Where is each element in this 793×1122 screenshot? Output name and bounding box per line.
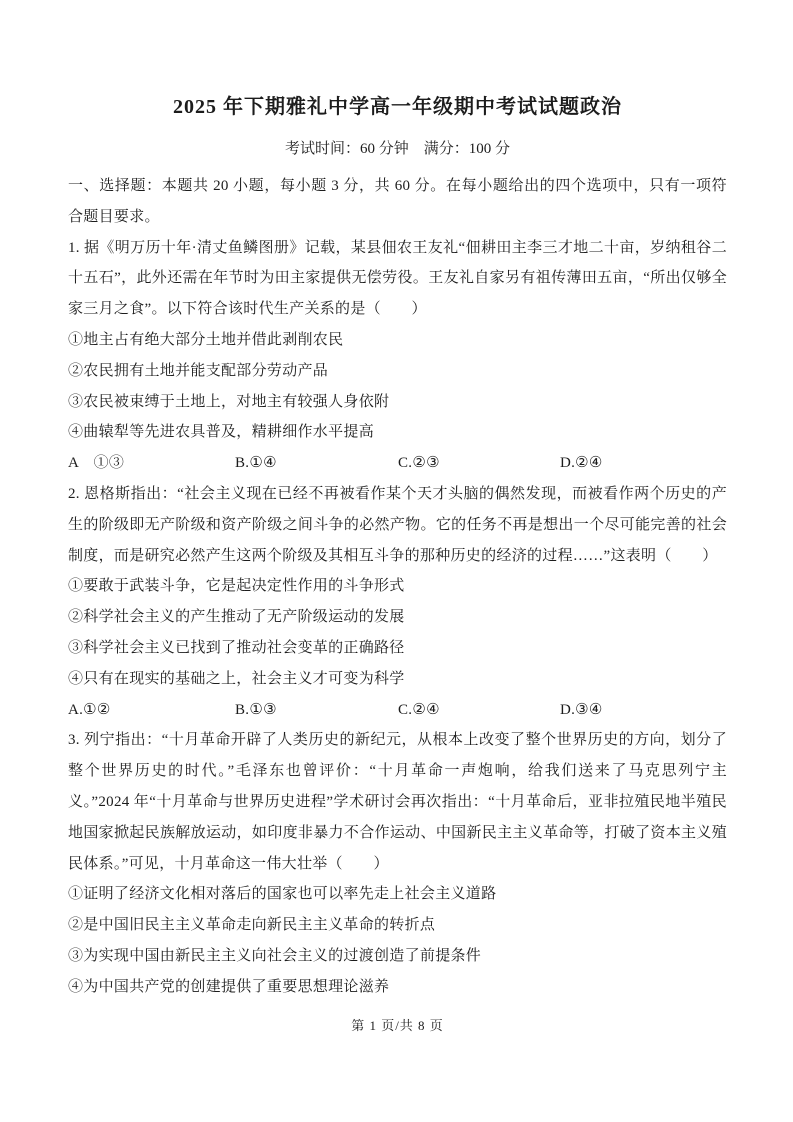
question-3-option-1: ①证明了经济文化相对落后的国家也可以率先走上社会主义道路 [68,886,497,903]
question-2-option-1: ①要敢于武装斗争，它是起决定性作用的斗争形式 [68,578,405,595]
question-1-option-3: ③农民被束缚于土地上，对地主有较强人身依附 [68,393,390,410]
question-1 [68,233,727,479]
question-1-choices-row [68,448,727,479]
question-1-choice-a: A ①③ [68,455,125,472]
question-3 [68,725,727,1002]
question-1-choice-b: B.①④ [235,455,277,472]
question-2-option-4: ④只有在现实的基础之上，社会主义才可变为科学 [68,670,405,687]
question-2 [68,479,727,725]
question-1-option-4: ④曲辕犁等先进农具普及，精耕细作水平提高 [68,424,375,441]
question-3-option-2: ②是中国旧民主主义革命走向新民主主义革命的转折点 [68,917,436,934]
section-intro: 一、选择题：本题共 20 小题，每小题 3 分，共 60 分。在每小题给出的四个选项中，只有一项符合题目要求。 [68,178,727,225]
question-1-choice-d: D.②④ [560,455,603,472]
question-2-option-3: ③科学社会主义已找到了推动社会变革的正确路径 [68,639,405,656]
question-2-stem: 2. 恩格斯指出：“社会主义现在已经不再被看作某个天才头脑的偶然发现，而被看作两个历史的产生的阶级即无产阶级和资产阶级之间斗争的必然产物。它的任务不再是想出一个尽可能完善的社会制度，而是研究必然产生这两个阶级及其相互斗争的那种历史的经济的过程……”这表明（ ） [68,485,727,564]
exam-info: 考试时间：60 分钟 满分：100 分 [284,141,510,157]
question-2-choice-a: A.①② [68,701,111,718]
question-2-choices-row [68,695,727,726]
question-1-option-2: ②农民拥有土地并能支配部分劳动产品 [68,362,329,379]
question-2-option-2: ②科学社会主义的产生推动了无产阶级运动的发展 [68,609,405,626]
question-3-stem: 3. 列宁指出：“十月革命开辟了人类历史的新纪元，从根本上改变了整个世界历史的方向，划分了整个世界历史的时代。”毛泽东也曾评价：“十月革命一声炮响，给我们送来了马克思列宁主义。”2024 年“十月革命与世界历史进程”学术研讨会再次指出：“十月革命后，亚非拉殖民地半殖民地国家掀起民族解放运动，如印度非暴力不合作运动、中国新民主主义革命等，打破了资本主义殖民体系。”可见，十月革命这一伟大壮举（ ） [68,732,727,872]
question-2-choice-b: B.①③ [235,701,277,718]
question-1-option-1: ①地主占有绝大部分土地并借此剥削农民 [68,331,344,348]
question-1-choice-c: C.②③ [398,455,440,472]
question-2-choice-c: C.②④ [398,701,440,718]
exam-content [68,171,727,1003]
question-3-option-4: ④为中国共产党的创建提供了重要思想理论滋养 [68,978,390,995]
question-3-option-3: ③为实现中国由新民主主义向社会主义的过渡创造了前提条件 [68,947,482,964]
page-number: 第 1 页/共 8 页 [351,1017,444,1033]
question-1-stem: 1. 据《明万历十年·清丈鱼鳞图册》记载，某县佃农王友礼“佃耕田主李三才地二十亩，岁纳租谷二十五石”，此外还需在年节时为田主家提供无偿劳役。王友礼自家另有祖传薄田五亩，“所出仅够全家三月之食”。以下符合该时代生产关系的是（ ） [68,239,727,318]
question-2-choice-d: D.③④ [560,701,603,718]
page-title: 2025 年下期雅礼中学高一年级期中考试试题政治 [173,96,622,118]
